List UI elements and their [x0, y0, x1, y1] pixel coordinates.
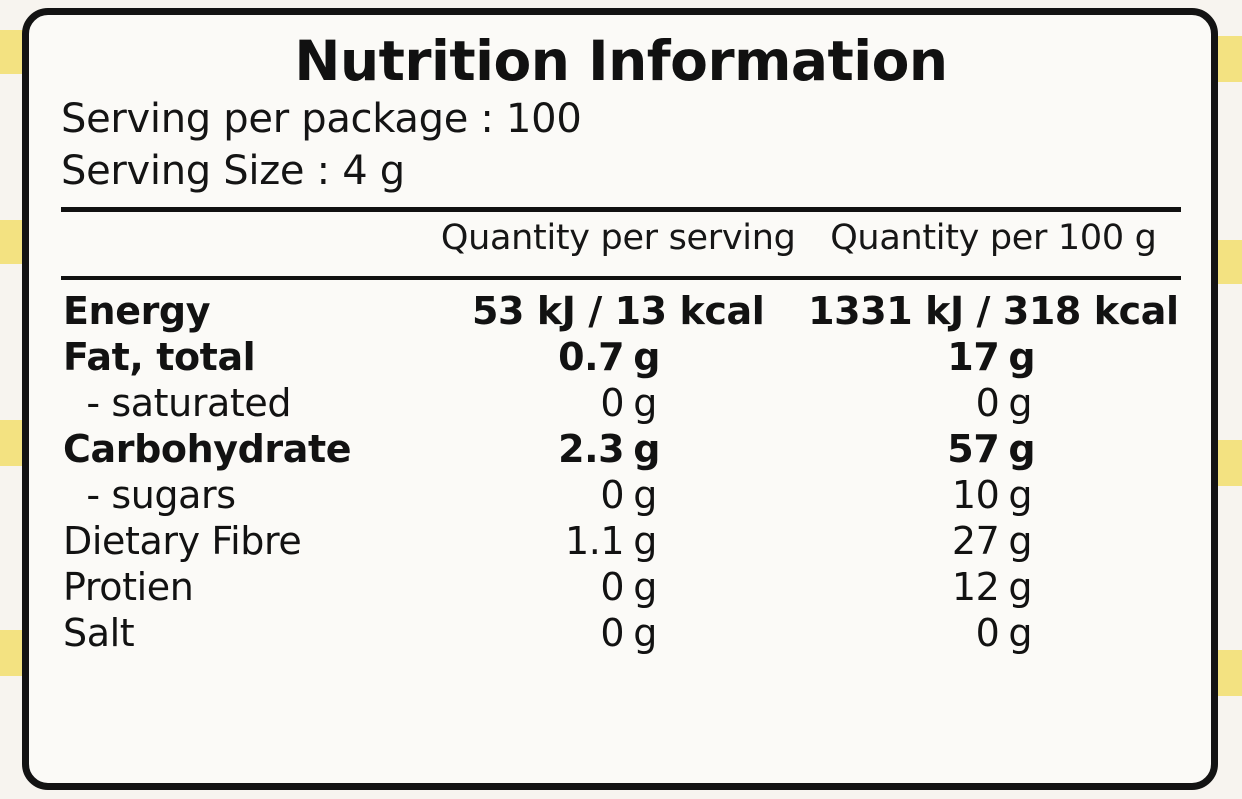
nutrient-per-serving — [431, 564, 806, 610]
table-header-row — [61, 212, 1181, 266]
package-edge-mark — [1218, 440, 1242, 486]
column-header-per-serving: Quantity per serving — [440, 217, 796, 258]
value-unit: g — [1008, 565, 1033, 610]
nutrient-name: Protien — [63, 565, 194, 610]
table-row — [61, 610, 1181, 656]
nutrient-name: Fat, total — [63, 334, 256, 379]
value-number: 0 — [975, 611, 1000, 656]
nutrient-per-serving — [431, 426, 806, 472]
package-edge-mark — [1218, 36, 1242, 82]
value-number: 1.1 — [564, 519, 625, 564]
nutrient-per-serving — [431, 334, 806, 380]
value-unit: g — [1008, 334, 1036, 379]
nutrient-name: Energy — [63, 288, 211, 333]
nutrient-per-100g — [806, 288, 1181, 334]
nutrient-name: Carbohydrate — [63, 426, 352, 471]
table-row — [61, 472, 1181, 518]
value-number: 0 — [600, 611, 625, 656]
table-row — [61, 426, 1181, 472]
value-unit: g — [633, 611, 657, 656]
value-number: 53 kJ / 13 kcal — [471, 288, 765, 333]
value-unit: g — [633, 426, 660, 471]
nutrient-per-serving — [431, 288, 806, 334]
servings-per-package: Serving per package : 100 — [61, 95, 582, 142]
value-number: 0 — [975, 380, 1000, 425]
table-row — [61, 334, 1181, 380]
value-number: 12 — [951, 565, 1000, 610]
value-unit: g — [633, 380, 657, 425]
package-edge-mark — [1218, 650, 1242, 696]
value-unit: g — [1008, 426, 1036, 471]
value-number: 2.3 — [558, 426, 625, 471]
value-unit: g — [1008, 473, 1033, 518]
value-number: 10 — [951, 473, 1000, 518]
value-unit: g — [633, 334, 660, 379]
column-header-per-100g: Quantity per 100 g — [830, 217, 1157, 258]
value-unit: g — [1008, 380, 1033, 425]
value-number: 0 — [600, 380, 625, 425]
value-unit: g — [1008, 611, 1033, 656]
package-edge-mark — [1218, 240, 1242, 284]
nutrient-per-serving — [431, 472, 806, 518]
nutrient-per-serving — [431, 380, 806, 426]
value-unit: g — [633, 565, 657, 610]
nutrient-per-100g — [806, 426, 1181, 472]
table-row — [61, 380, 1181, 426]
value-unit: g — [633, 519, 657, 564]
nutrient-name: - saturated — [63, 380, 292, 425]
nutrition-panel — [22, 8, 1218, 790]
nutrient-per-serving — [431, 610, 806, 656]
nutrient-name: Salt — [63, 611, 135, 656]
nutrition-table — [61, 212, 1181, 266]
nutrient-per-100g — [806, 334, 1181, 380]
table-row — [61, 518, 1181, 564]
value-number: 1331 kJ / 318 kcal — [808, 288, 1179, 333]
nutrient-per-100g — [806, 564, 1181, 610]
serving-size: Serving Size : 4 g — [61, 147, 405, 194]
value-number: 0 — [600, 565, 625, 610]
value-unit: g — [633, 473, 657, 518]
table-row — [61, 564, 1181, 610]
nutrition-values-table — [61, 288, 1181, 657]
value-number: 17 — [947, 334, 1000, 379]
panel-title: Nutrition Information — [294, 29, 948, 93]
nutrient-name: Dietary Fibre — [63, 519, 302, 564]
nutrient-per-100g — [806, 472, 1181, 518]
nutrient-name: - sugars — [63, 473, 236, 518]
value-number: 27 — [951, 519, 1000, 564]
nutrient-per-100g — [806, 380, 1181, 426]
header-divider-bottom — [61, 276, 1181, 280]
table-row — [61, 288, 1181, 334]
nutrient-per-serving — [431, 518, 806, 564]
nutrient-per-100g — [806, 610, 1181, 656]
value-unit: g — [1008, 519, 1033, 564]
column-header-nutrient — [61, 212, 431, 266]
value-number: 0 — [600, 473, 625, 518]
value-number: 57 — [947, 426, 1000, 471]
nutrient-per-100g — [806, 518, 1181, 564]
value-number: 0.7 — [558, 334, 625, 379]
